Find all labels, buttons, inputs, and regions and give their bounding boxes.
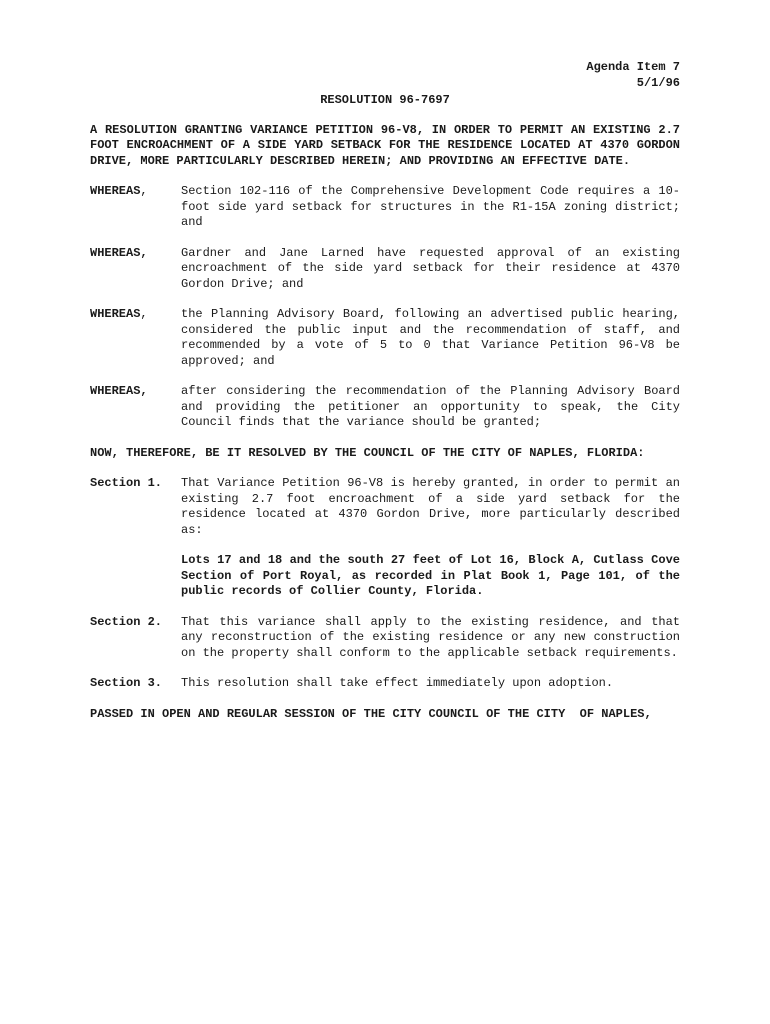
whereas-label bbox=[90, 246, 181, 293]
section-text: This resolution shall take effect immediately upon adoption. bbox=[181, 676, 614, 690]
resolution-title: RESOLUTION 96-7697 bbox=[320, 93, 450, 107]
section-clause bbox=[90, 476, 680, 600]
whereas-clause bbox=[90, 307, 680, 369]
whereas-label-comma: , bbox=[140, 307, 148, 321]
whereas-label bbox=[90, 384, 181, 431]
whereas-label-text: WHEREAS bbox=[90, 307, 141, 321]
whereas-clause bbox=[90, 384, 680, 431]
whereas-label-text: WHEREAS, bbox=[90, 384, 148, 398]
section-text: That this variance shall apply to the existing residence, and that any reconstruction of the existing residence or any new construction on the property shall conform to the applicable setback requirements. bbox=[181, 614, 680, 660]
legal-description: Lots 17 and 18 and the south 27 feet of Lot 16, Block A, Cutlass Cove Section of Port Royal, as recorded in Plat Book 1, Page 101, of the public records of Collier County, Florida. bbox=[181, 553, 680, 598]
section-body bbox=[181, 476, 680, 600]
passed-statement: PASSED IN OPEN AND REGULAR SESSION OF THE CITY COUNCIL OF THE CITY OF NAPLES, bbox=[90, 706, 652, 721]
section-label: Section 3. bbox=[90, 676, 163, 690]
document-header bbox=[90, 60, 680, 91]
section-text: That Variance Petition 96-V8 is hereby granted, in order to permit an existing 2.7 foot encroachment of a side yard setback for the residence located at 4370 Gordon Drive, more particularly described as: bbox=[181, 476, 680, 537]
whereas-text: Gardner and Jane Larned have requested approval of an existing encroachment of the side yard setback for their residence at 4370 Gordon Drive; and bbox=[181, 245, 680, 291]
whereas-clause bbox=[90, 184, 680, 231]
resolution-page bbox=[90, 60, 680, 722]
whereas-label-text: WHEREAS, bbox=[90, 245, 148, 260]
whereas-label-comma: , bbox=[140, 184, 148, 198]
whereas-label bbox=[90, 184, 181, 231]
whereas-clause bbox=[90, 246, 680, 293]
agenda-date: 5/1/96 bbox=[636, 75, 680, 90]
resolution-caption: A RESOLUTION GRANTING VARIANCE PETITION 96-V8, IN ORDER TO PERMIT AN EXISTING 2.7 FOOT ENCROACHMENT OF A SIDE YARD SETBACK FOR THE RESIDENCE LOCATED AT 4370 GORDON DRIVE, MORE PARTICULARLY DESCRIBED HEREIN; AND PROVIDING AN EFFECTIVE DATE. bbox=[90, 122, 680, 168]
whereas-label-text: WHEREAS bbox=[90, 184, 141, 198]
whereas-text: after considering the recommendation of the Planning Advisory Board and providing the petitioner an opportunity to speak, the City Council finds that the variance should be granted; bbox=[181, 384, 680, 429]
whereas-label bbox=[90, 307, 181, 369]
section-label: Section 1. bbox=[90, 476, 163, 490]
section-clause bbox=[90, 615, 680, 662]
agenda-item-label: Agenda Item 7 bbox=[586, 60, 680, 74]
resolved-statement: NOW, THEREFORE, BE IT RESOLVED BY THE COUNCIL OF THE CITY OF NAPLES, FLORIDA: bbox=[90, 445, 645, 460]
section-label: Section 2. bbox=[90, 614, 163, 629]
section-clause bbox=[90, 676, 680, 692]
whereas-text: Section 102-116 of the Comprehensive Development Code requires a 10-foot side yard setback for structures in the R1-15A zoning district; and bbox=[181, 184, 680, 229]
whereas-text: the Planning Advisory Board, following an advertised public hearing, considered the public input and the recommendation of staff, and recommended by a vote of 5 to 0 that Variance Petition 96-V8 be approved; and bbox=[181, 307, 680, 368]
